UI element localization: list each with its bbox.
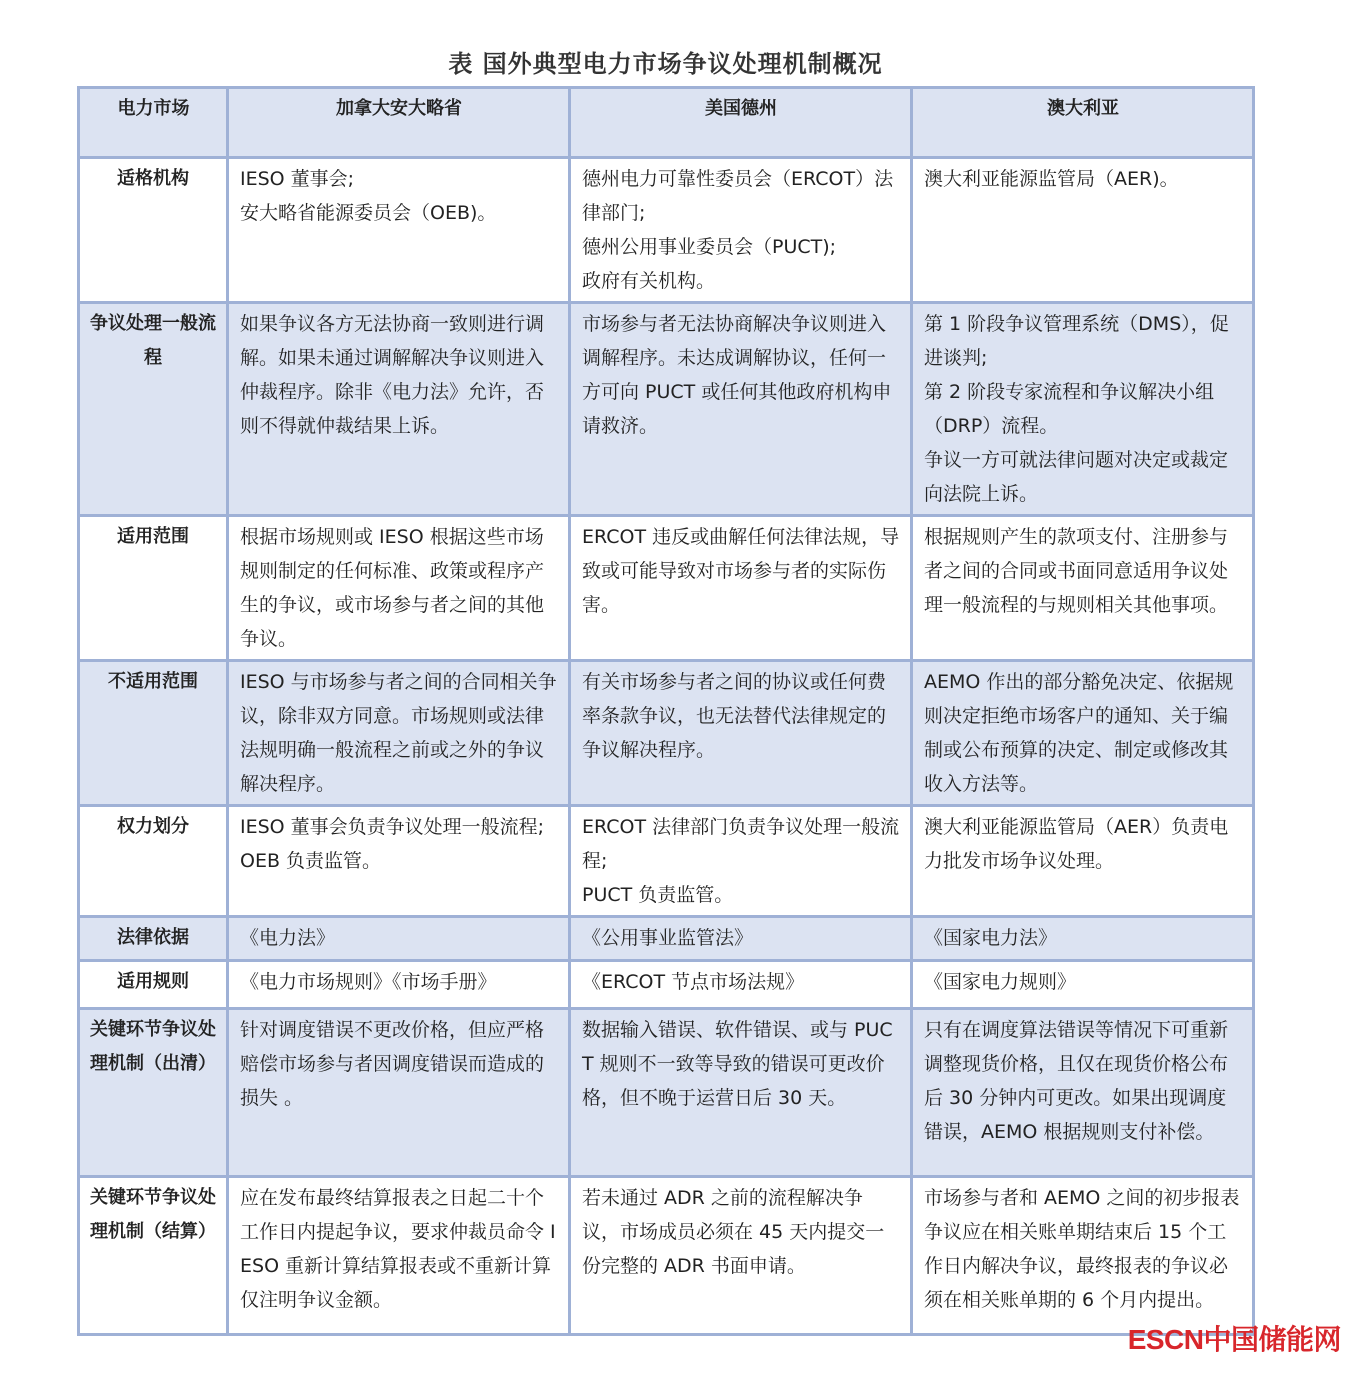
row-header-cell: 权力划分	[79, 806, 228, 917]
cell-line: ERCOT 法律部门负责争议处理一般流程;	[582, 816, 900, 872]
table-row	[79, 806, 1254, 917]
table-cell	[228, 1009, 570, 1177]
table-cell	[228, 806, 570, 917]
cell-line: 针对调度错误不更改价格，但应严格赔偿市场参与者因调度错误而造成的损失 。	[240, 1019, 545, 1109]
cell-line: IESO 董事会负责争议处理一般流程;	[240, 816, 545, 838]
cell-line: 第 2 阶段专家流程和争议解决小组（DRP）流程。	[924, 381, 1215, 437]
table-cell	[570, 158, 912, 303]
table-cell	[912, 516, 1254, 661]
cell-line: 应在发布最终结算报表之日起二十个工作日内提起争议，要求仲裁员命令 IESO 重新计算结算报表或不重新计算仅注明争议金额。	[240, 1187, 556, 1311]
row-header-cell: 不适用范围	[79, 661, 228, 806]
table-row	[79, 1009, 1254, 1177]
table-cell	[228, 303, 570, 516]
cell-line: 《国家电力法》	[924, 927, 1058, 949]
table-cell	[570, 303, 912, 516]
table-cell	[912, 1009, 1254, 1177]
cell-line: 《电力市场规则》《市场手册》	[240, 971, 497, 993]
cell-line: 《ERCOT 节点市场法规》	[582, 971, 805, 993]
table-cell	[912, 303, 1254, 516]
cell-line: 安大略省能源委员会（OEB)。	[240, 202, 497, 224]
table-row	[79, 917, 1254, 961]
cell-line: 澳大利亚能源监管局（AER）负责电力批发市场争议处理。	[924, 816, 1229, 872]
page-title: 表 国外典型电力市场争议处理机制概况	[448, 50, 883, 78]
row-header-cell: 关键环节争议处理机制（结算）	[79, 1177, 228, 1335]
table-row	[79, 303, 1254, 516]
table-cell	[912, 961, 1254, 1009]
escn-logo: ESCN中国储能网	[1127, 1324, 1341, 1355]
row-header-cell: 适用范围	[79, 516, 228, 661]
cell-line: IESO 董事会;	[240, 168, 355, 190]
cell-line: 数据输入错误、软件错误、或与 PUCT 规则不一致等导致的错误可更改价格，但不晚于运营日后 30 天。	[582, 1019, 893, 1109]
row-header-cell: 适用规则	[79, 961, 228, 1009]
table-header-row	[79, 88, 1254, 158]
cell-line: 德州公用事业委员会（PUCT);	[582, 236, 837, 258]
table-cell	[228, 917, 570, 961]
mechanism-table	[77, 86, 1255, 1336]
table-cell	[570, 661, 912, 806]
cell-line: OEB 负责监管。	[240, 850, 382, 872]
table-cell	[570, 961, 912, 1009]
table-cell	[912, 158, 1254, 303]
table-cell	[570, 917, 912, 961]
row-header-cell: 法律依据	[79, 917, 228, 961]
table-cell	[228, 1177, 570, 1335]
header-cell-texas: 美国德州	[570, 88, 912, 158]
table-cell	[228, 961, 570, 1009]
cell-line: 《国家电力规则》	[924, 971, 1077, 993]
table-row	[79, 1177, 1254, 1335]
cell-line: 若未通过 ADR 之前的流程解决争议，市场成员必须在 45 天内提交一份完整的 ADR 书面申请。	[582, 1187, 885, 1277]
cell-line: AEMO 作出的部分豁免决定、依据规则决定拒绝市场客户的通知、关于编制或公布预算的决定、制定或修改其收入方法等。	[924, 671, 1234, 795]
cell-line: 澳大利亚能源监管局（AER)。	[924, 168, 1179, 190]
table-cell	[570, 516, 912, 661]
header-cell-ontario: 加拿大安大略省	[228, 88, 570, 158]
cell-line: 政府有关机构。	[582, 270, 716, 292]
cell-line: 市场参与者无法协商解决争议则进入调解程序。未达成调解协议，任何一方可向 PUCT 或任何其他政府机构申请救济。	[582, 313, 892, 437]
table-cell	[228, 661, 570, 806]
header-cell-market: 电力市场	[79, 88, 228, 158]
table-cell	[912, 917, 1254, 961]
table-cell	[228, 158, 570, 303]
table-cell	[912, 806, 1254, 917]
cell-line: 有关市场参与者之间的协议或任何费率条款争议，也无法替代法律规定的争议解决程序。	[582, 671, 887, 761]
table-cell	[228, 516, 570, 661]
cell-line: 《电力法》	[240, 927, 336, 949]
cell-line: PUCT 负责监管。	[582, 884, 734, 906]
table-row	[79, 158, 1254, 303]
table-row	[79, 661, 1254, 806]
row-header-cell: 争议处理一般流程	[79, 303, 228, 516]
cell-line: 如果争议各方无法协商一致则进行调解。如果未通过调解解决争议则进入仲裁程序。除非《电力法》允许，否则不得就仲裁结果上诉。	[240, 313, 545, 437]
table-cell	[570, 1009, 912, 1177]
cell-line: IESO 与市场参与者之间的合同相关争议，除非双方同意。市场规则或法律法规明确一般流程之前或之外的争议解决程序。	[240, 671, 557, 795]
row-header-cell: 适格机构	[79, 158, 228, 303]
cell-line: 市场参与者和 AEMO 之间的初步报表争议应在相关账单期结束后 15 个工作日内解决争议，最终报表的争议必须在相关账单期的 6 个月内提出。	[924, 1187, 1240, 1311]
cell-line: 只有在调度算法错误等情况下可重新调整现货价格，且仅在现货价格公布后 30 分钟内可更改。如果出现调度错误，AEMO 根据规则支付补偿。	[924, 1019, 1229, 1143]
row-header-cell: 关键环节争议处理机制（出清）	[79, 1009, 228, 1177]
table-cell	[570, 806, 912, 917]
cell-line: 德州电力可靠性委员会（ERCOT）法律部门;	[582, 168, 894, 224]
cell-line: ERCOT 违反或曲解任何法律法规，导致或可能导致对市场参与者的实际伤害。	[582, 526, 900, 616]
table-cell	[912, 1177, 1254, 1335]
table-row	[79, 961, 1254, 1009]
cell-line: 根据规则产生的款项支付、注册参与者之间的合同或书面同意适用争议处理一般流程的与规则相关其他事项。	[924, 526, 1229, 616]
table-row	[79, 516, 1254, 661]
cell-line: 《公用事业监管法》	[582, 927, 754, 949]
cell-line: 根据市场规则或 IESO 根据这些市场规则制定的任何标准、政策或程序产生的争议，或市场参与者之间的其他争议。	[240, 526, 545, 650]
table-cell	[570, 1177, 912, 1335]
table-cell	[912, 661, 1254, 806]
cell-line: 争议一方可就法律问题对决定或裁定向法院上诉。	[924, 449, 1229, 505]
header-cell-australia: 澳大利亚	[912, 88, 1254, 158]
cell-line: 第 1 阶段争议管理系统（DMS），促进谈判;	[924, 313, 1229, 369]
